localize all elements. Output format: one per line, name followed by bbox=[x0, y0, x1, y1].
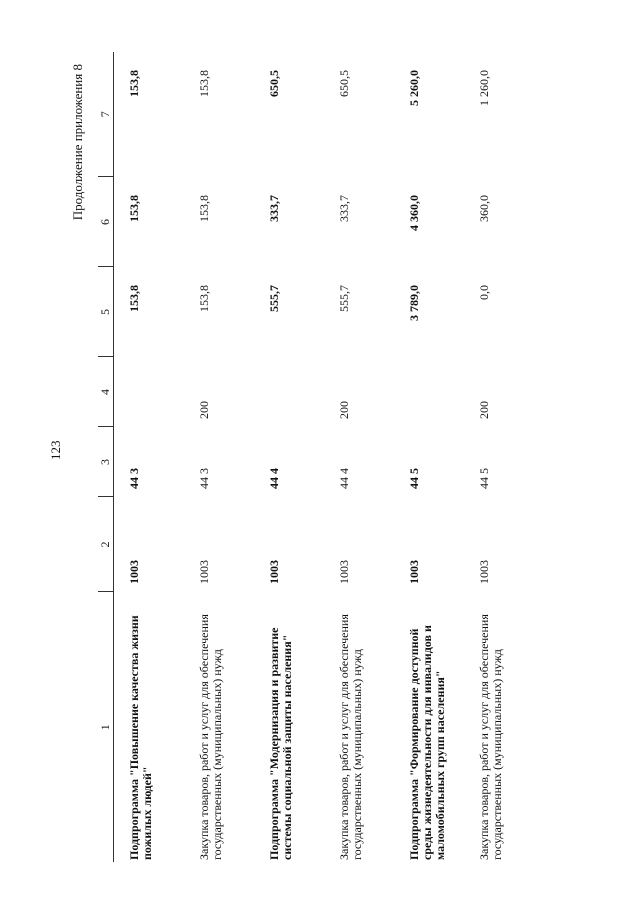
row-type: 200 bbox=[337, 401, 351, 419]
header-col-5: 5 bbox=[98, 267, 114, 357]
row-value-col7: 153,8 bbox=[127, 70, 141, 97]
header-col-7: 7 bbox=[98, 52, 114, 177]
row-value-col7: 650,5 bbox=[267, 70, 281, 97]
row-value-col7: 153,8 bbox=[197, 70, 211, 97]
row-section: 1003 bbox=[407, 560, 421, 584]
row-section: 1003 bbox=[477, 560, 491, 584]
table-row bbox=[408, 52, 478, 862]
table-row bbox=[268, 52, 338, 862]
row-value-col6: 4 360,0 bbox=[407, 195, 421, 231]
page-number: 123 bbox=[48, 440, 63, 460]
budget-table bbox=[98, 52, 548, 862]
row-name: Подпрограмма "Модернизация и развитие системы социальной защиты населения" bbox=[267, 627, 294, 860]
row-value-col7: 1 260,0 bbox=[477, 70, 491, 106]
row-type: 200 bbox=[197, 401, 211, 419]
table-row bbox=[478, 52, 548, 862]
row-code: 44 3 bbox=[197, 468, 211, 489]
header-col-2: 2 bbox=[98, 497, 114, 592]
table-header-row bbox=[98, 52, 114, 862]
row-name: Закупка товаров, работ и услуг для обеспечения государственных (муниципальных) нужд bbox=[337, 614, 364, 860]
row-value-col6: 333,7 bbox=[267, 195, 281, 222]
row-section: 1003 bbox=[267, 560, 281, 584]
row-name: Подпрограмма "Повышение качества жизни пожилых людей" bbox=[127, 615, 154, 860]
header-col-1: 1 bbox=[98, 592, 114, 862]
appendix-continuation-note: Продолжение приложения 8 bbox=[70, 64, 85, 221]
row-section: 1003 bbox=[127, 560, 141, 584]
row-value-col6: 153,8 bbox=[127, 195, 141, 222]
row-value-col7: 650,5 bbox=[337, 70, 351, 97]
header-col-4: 4 bbox=[98, 357, 114, 427]
row-type: 200 bbox=[477, 401, 491, 419]
row-value-col7: 5 260,0 bbox=[407, 70, 421, 106]
row-code: 44 5 bbox=[407, 468, 421, 489]
table-row bbox=[128, 52, 198, 862]
row-code: 44 3 bbox=[127, 468, 141, 489]
row-value-col6: 360,0 bbox=[477, 195, 491, 222]
row-code: 44 4 bbox=[267, 468, 281, 489]
table-row bbox=[338, 52, 408, 862]
header-col-6: 6 bbox=[98, 177, 114, 267]
row-value-col6: 153,8 bbox=[197, 195, 211, 222]
row-code: 44 5 bbox=[477, 468, 491, 489]
row-name: Подпрограмма "Формирование доступной среды жизнедеятельности для инвалидов и маломобильных групп населения" bbox=[407, 625, 447, 860]
row-type bbox=[128, 357, 198, 427]
row-value-col5: 153,8 bbox=[197, 285, 211, 312]
row-name: Закупка товаров, работ и услуг для обеспечения государственных (муниципальных) нужд bbox=[477, 614, 504, 860]
row-type bbox=[408, 357, 478, 427]
row-section: 1003 bbox=[197, 560, 211, 584]
row-value-col6: 333,7 bbox=[337, 195, 351, 222]
table-row bbox=[198, 52, 268, 862]
row-type bbox=[268, 357, 338, 427]
rotated-content bbox=[40, 42, 640, 862]
row-code: 44 4 bbox=[337, 468, 351, 489]
row-section: 1003 bbox=[337, 560, 351, 584]
header-col-3: 3 bbox=[98, 427, 114, 497]
row-value-col5: 0,0 bbox=[477, 285, 491, 300]
row-value-col5: 3 789,0 bbox=[407, 285, 421, 321]
row-value-col5: 153,8 bbox=[127, 285, 141, 312]
row-name: Закупка товаров, работ и услуг для обеспечения государственных (муниципальных) нужд bbox=[197, 614, 224, 860]
row-value-col5: 555,7 bbox=[337, 285, 351, 312]
row-value-col5: 555,7 bbox=[267, 285, 281, 312]
